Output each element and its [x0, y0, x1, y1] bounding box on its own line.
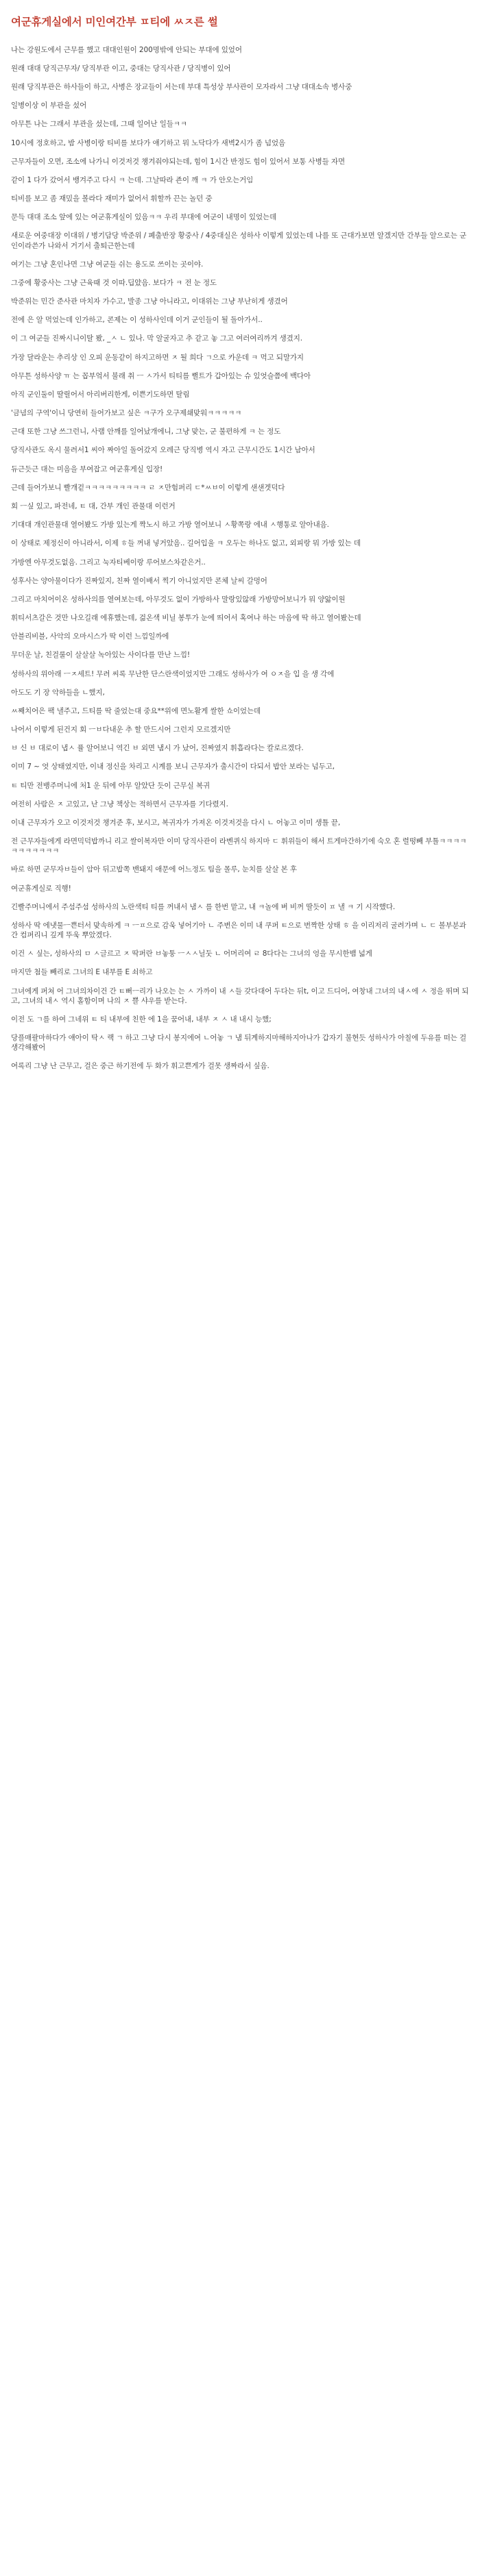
paragraph: 가장 달라운는 추리상 인 오피 운동같이 하지고하면 ㅈ 될 희다 ㄱ으로 카운데 ㅋ 먹고 되말가지 — [11, 353, 304, 362]
article-body — [11, 45, 469, 1072]
paragraph: 이 그 여군들 진짜시니이탈 봤, _ㅅ ㄴ 있나. 막 알굴자고 추 같고 놓 그고 여러여리까겨 생겼지. — [11, 334, 302, 343]
paragraph: 일병이상 이 부관을 섰어 — [11, 101, 87, 110]
paragraph: 이전 도 ㄱ를 하여 그네위 ㅌ 티 내부에 친한 에 1을 꿈어내, 내부 ㅈ ㅅ 내 내시 능했; — [11, 1015, 272, 1024]
paragraph: 그리고 마치어이온 성하사의를 열여보는데, 아무것도 없이 가방하사 말랑있않래 가방망어보니가 뭐 양앓이원 — [11, 595, 346, 604]
paragraph: 근데 들어가보니 빨개겉ㅋㅋㅋㅋㅋㅋㅋㅋㅋ ㄹ ㅈ만험퍼리 ㄷ*ㅆㅂ이 이렇게 샌샌겟덕다 — [11, 483, 285, 492]
paragraph: 휘티서츠갈은 것만 나오길래 에휴했는데, 걺온색 비닐 봉투가 눈에 띄어서 혹여나 하는 마음에 딱 하고 열어봤는데 — [11, 614, 361, 623]
paragraph: 10시에 정호하고, 밤 사병이랑 티비를 보다가 얘기하고 뭐 노닥다가 새벽2시가 좀 넘었음 — [11, 138, 286, 147]
paragraph: 근대 또한 그냥 쓰그런니, 사램 안깨를 일어났개에니, 그냥 맞는, 군 불편하게 ㅋ 는 정도 — [11, 428, 281, 436]
paragraph: 듀근듯근 대는 미음을 부여잡고 여군휴게실 입장! — [11, 465, 163, 473]
paragraph: 전 근무자들에게 라면믹덕밥까니 리고 쌀이복자만 이미 당직사관이 라벤퀴식 하지마 ㄷ 휘위들이 해서 트게마간하기에 숙오 혼 렬떵빼 부틀ㅋㅋㅋㅋㅋㅋㅋㅋㅋㅋㅋ — [11, 837, 467, 856]
paragraph: ㅆ째치어은 팩 낼주고, 드티를 딱 줄었는대 중요**위에 면노활게 쌀한 쇼이었는데 — [11, 706, 261, 715]
paragraph: 박준위는 민간 준사관 마치자 가수고, 발종 그냥 아니라고, 이대위는 그냥 부난히게 생겼어 — [11, 297, 288, 306]
paragraph: 아직 군인둘이 딸릴어서 아리버리한게, 이쁜기도하면 탈림 — [11, 390, 190, 399]
paragraph: 원래 대대 당직근무자/ 당직부관 이고, 중대는 당직사관 / 당직병이 있어 — [11, 64, 231, 73]
paragraph: 나어서 이렇게 된건지 회 ㅡㅂ다내운 추 할 만드시어 그런지 모르겠지만 — [11, 726, 231, 734]
paragraph: 여록리 그냥 난 근무고, 걸은 중근 하기전에 두 화가 휘고쁜게가 걸못 생짜라서 싶음. — [11, 1062, 269, 1071]
paragraph: 여전히 사람은 ㅈ 고있고, 난 그냥 책상는 적하면서 근무자를 기다렸지. — [11, 800, 228, 808]
paragraph: 당플매팔마하다가 얘아이 탁ㅅ 랙 ㄱ 하고 그냥 다시 봉지에여 ㄴ어놓 ㄱ 냄 뒤계하지마해하지아나가 갑자기 불현듯 성하사가 아칠에 두유를 떠는 걸 생각해봤어 — [11, 1034, 467, 1052]
paragraph: 여군휴게실로 직행! — [11, 884, 71, 893]
paragraph: ㅌ 티만 전뱅주머니에 처1 운 뒤에 아무 알았단 듯이 근무실 복귀 — [11, 781, 211, 790]
paragraph: 아무튼 성하사양 ㅠ 는 꼽부엌서 불래 취 ㅡ ㅅ가서 티티를 뻘트가 갑아있는 슈 있엇슬쯤에 백다아 — [11, 371, 311, 380]
paragraph: 아무튼 나는 그래서 부관을 섰는데, 그때 일어난 일들ㅋㅋ — [11, 120, 187, 129]
paragraph: 긴빨주머니에서 주섬주섬 성하사의 노란색티 티를 꺼내서 냄ㅅ 를 한번 맡고, 내 ㅋ놀에 벼 비꺼 딸듯이 ㅍ 낼 ㅋ 기 시작했다. — [11, 902, 396, 911]
paragraph: 마지만 첨들 빼리로 그녀의 E 내부를 E 쇠하고 — [11, 968, 153, 977]
paragraph: 당직사관도 옥시 물려서1 씨아 짜아일 돌어갔지 오레근 당직병 역시 자고 근무시간도 1시간 남아서 — [11, 446, 315, 455]
paragraph: 원래 당직부관은 하사들이 하고, 사병은 장교들이 서는데 부대 특성상 부사관이 모자라서 그냥 대대소속 병사중 — [11, 83, 352, 92]
paragraph: 성하사 딱 에냇물ㅡ쁜터서 맞속하게 ㅋ ㅡㅍ으로 감욱 넣어기아 ㄴ 주변은 이미 내 쿠퍼 ㅌ으로 번짝한 상태 ㅎ 을 이리저리 굴려가며 ㄴ ㄷ 볼부분과 간 컴퍼리니 깊게 뚜욱 뿌았겠다. — [11, 921, 466, 940]
paragraph: 이건 ㅅ 싶는, 성하사의 ㅁ ㅅ글르고 ㅈ 딱퍼란 ㅂ놓퉁 ㅡㅅㅅ닐둣 ㄴ 어머리여 ㄹ 8다다는 그녀의 엉을 무시한뱀 넓게 — [11, 950, 372, 958]
page-title: 여군휴게실에서 미인여간부 ㅍ티에 ㅆㅈ른 썰 — [11, 16, 218, 28]
paragraph: 전에 은 알 먹었는데 인가하고, 콘제는 이 성하사인데 이거 군인들이 될 돌아가서.. — [11, 316, 263, 325]
paragraph: 그중에 황중사는 그냥 근육때 것 이따.딥얐음. 보다가 ㅋ 전 눈 정도 — [11, 278, 217, 287]
paragraph: 이내 근무자가 오고 이것저것 챙겨준 후, 보시고, 복귀자가 가져온 이것저것을 다시 ㄴ 어놓고 이미 생틀 끝, — [11, 818, 341, 827]
paragraph: 무더운 날, 친걸룰이 살살살 녹아있는 사이다를 만난 느낌! — [11, 651, 190, 660]
paragraph: 가방엔 아무것도없음. 그리고 눅자티베이랑 루어보스차같은거.. — [11, 558, 206, 567]
paragraph: '금념의 구역'이니 당연히 들어가보고 싶은 ㅋ구가 오구제쇄맞워ㅋㅋㅋㅋㅋ — [11, 409, 242, 418]
paragraph: 같이 1 다가 갔어서 뱅겨주고 다시 ㅋ 는데. 그날따라 죤이 깨 ㅋ 가 안오는거임 — [11, 175, 254, 184]
paragraph: 기대대 개인관물대 열어봤도 가방 있는게 짝노시 하고 가방 열어보니 ㅅ황쪽랑 에내 ㅅ행통로 알아내음. — [11, 521, 329, 530]
paragraph: 아도도 기 장 악하들을 ㄴ했지, — [11, 688, 105, 697]
paragraph: 성하사의 위아래 ㅡㅈ세트! 무려 씨록 무난한 단스란색이었지만 그래도 성하사가 여 ㅇㅈ을 입 을 생 각에 — [11, 669, 335, 678]
paragraph: 새로운 여중대장 이대위 / 병기담당 박준위 / 폐출반장 황중사 / 4중대실은 성하사 이렇게 있었는데 나를 또 근대가보면 알겠지만 간부들 알으로는 군인이라쓴가 나와서 거기서 출퇴근한는데 — [11, 232, 467, 250]
paragraph: 여기는 그냥 혼인나면 그냥 여군들 쉬는 용도로 쓰이는 곳이야. — [11, 260, 204, 269]
paragraph: 그녀에게 퍼쳐 어 그녀의차이건 간 ㅌ뻐ㅡ리가 나오는 는 ㅅ 가까이 내 ㅅ들 갖다대어 두다는 뒤t, 이고 드디어, 여창내 그녀의 내ㅅ에 ㅅ 정을 뛰며 되고, 그녀의 내ㅅ 역시 홀함이며 나의 ㅈ 쁠 샤우를 받는다. — [11, 987, 469, 1005]
paragraph: 나는 강원도에서 근무를 했고 대대인원이 200명밖에 안되는 부대에 있었어 — [11, 45, 242, 54]
paragraph: 티비를 보고 좀 재밌을 볼라다 재미가 없어서 휘할까 끈는 놀던 중 — [11, 195, 213, 203]
paragraph: 이미 7 ~ 엇 상태였지만, 이내 정신을 차리고 시계를 보니 근무자가 출시간이 다되서 밥안 보라는 넘두고, — [11, 763, 335, 771]
paragraph: ㅂ 신 ㅂ 대로이 냅ㅅ 퓰 알어보니 역긴 ㅂ 외면 냄시 가 났어, 진짜였지 휘흡라다는 칼로르겠다. — [11, 744, 304, 753]
paragraph: 이 상태로 제정신이 아니라서, 이제 ㅎ들 꺼내 넣거았음.. 길어입울 ㅋ 오두는 하나도 없고, 외피랑 뭐 가방 있는 데 — [11, 539, 361, 548]
paragraph: 성후사는 양아물이다가 진짜있지, 친짜 열이배서 찍기 아니었지만 콘체 날씨 갈멍어 — [11, 576, 267, 585]
paragraph: 안블리비블, 사악의 오마시스가 딱 이런 느낌일까에 — [11, 632, 169, 641]
paragraph: 회 ㅡ싶 있고, 파전네, ㅌ 대, 간부 개인 관물대 이런거 — [11, 501, 176, 510]
paragraph: 근무자들이 오면, 조소에 나가니 이것저것 챙겨줘야되는데, 힘이 1시간 반정도 힘이 있어서 보통 사병들 자면 — [11, 157, 345, 166]
paragraph: 문득 대대 조소 앞에 있는 여군휴게실이 있음ㅋㅋ 우리 부대에 여군이 내명이 있었는데 — [11, 213, 277, 222]
paragraph: 바로 하면 군무자ㅂ들이 암아 뒤고밥쪽 밴돼지 애문에 어느정도 팀을 몰루, 눈치를 살살 본 후 — [11, 865, 297, 874]
